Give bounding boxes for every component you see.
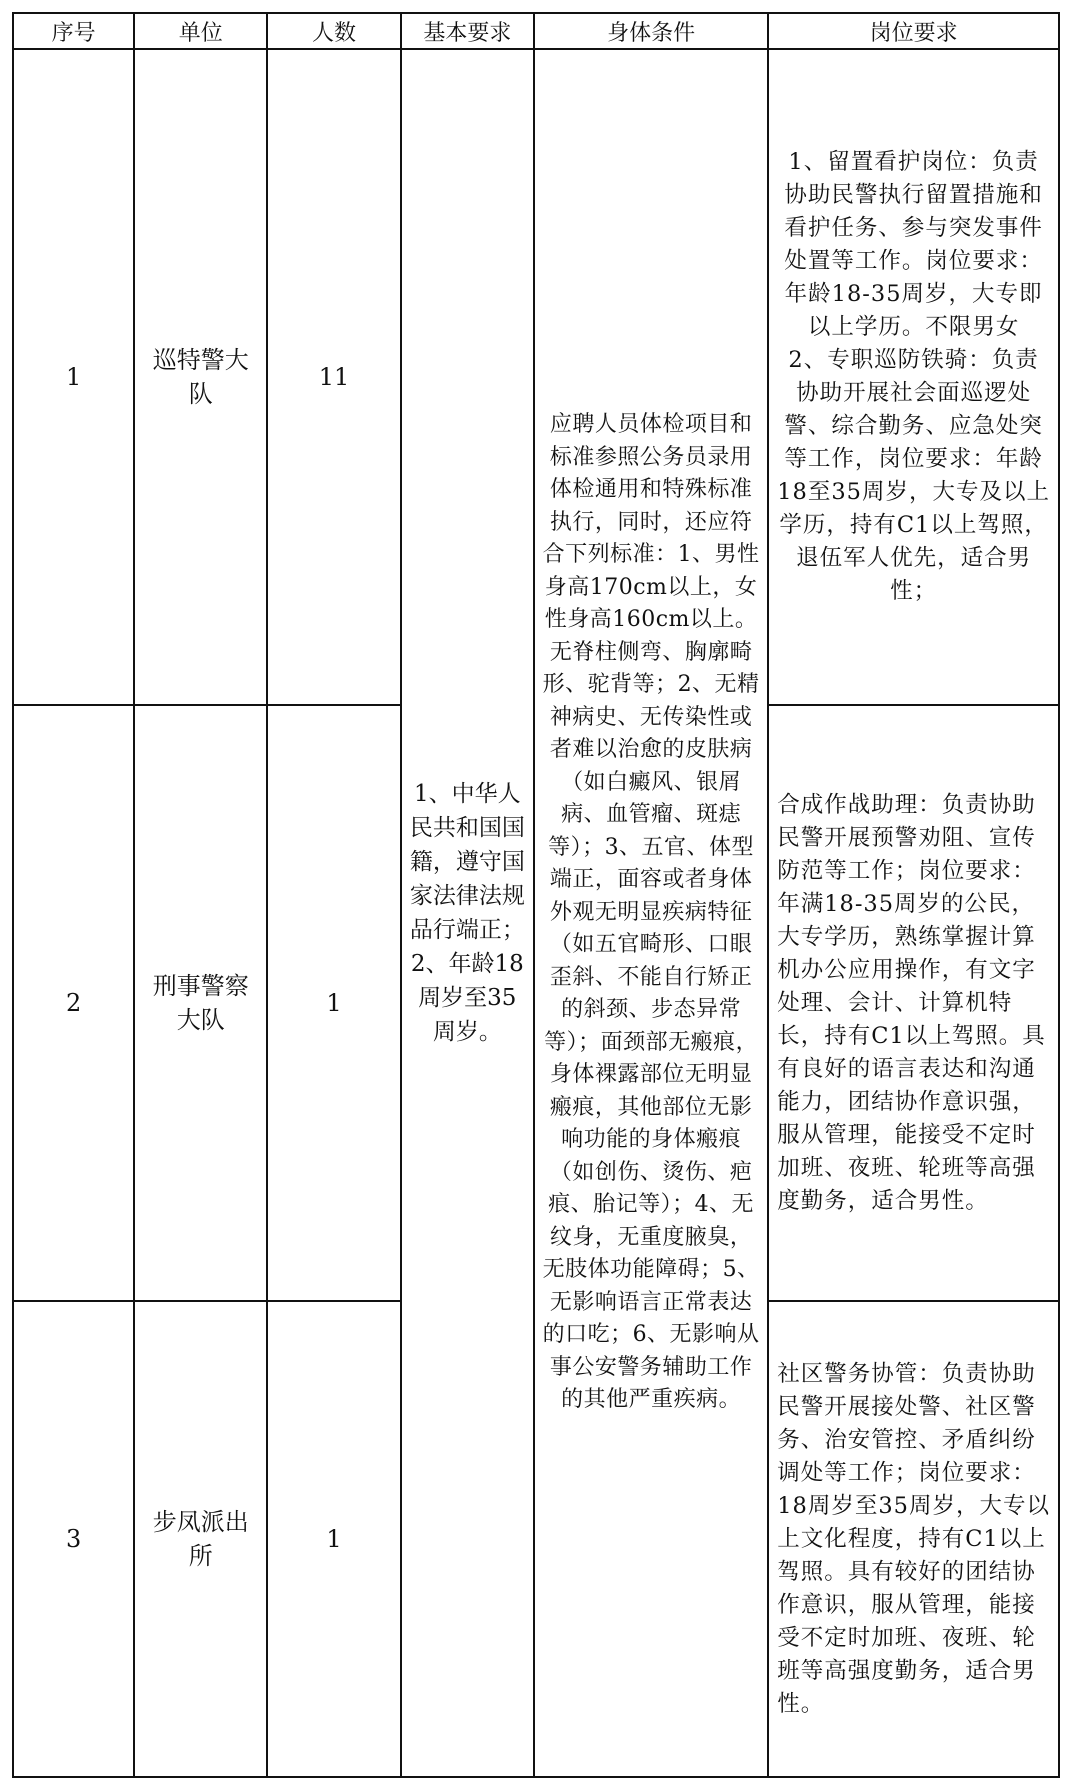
row-job: [768, 1301, 1059, 1777]
table-row: [13, 49, 1059, 705]
header-row: [13, 13, 1059, 49]
row-job-text: 1、留置看护岗位：负责协助民警执行留置措施和看护任务、参与突发事件处置等工作。岗位要求：年龄18-35周岁，大专即以上学历。不限男女 2、专职巡防铁骑：负责协助开展社会面巡逻处警、综合勤务、应急处突等工作，岗位要求：年龄18至35周岁，大专及以上学历，持有C1以上驾照，退伍军人优先，适合男性；: [777, 149, 1050, 604]
row-job-text: 社区警务协管：负责协助民警开展接处警、社区警务、治安管控、矛盾纠纷调处等工作；岗位要求：18周岁至35周岁，大专以上文化程度，持有C1以上驾照。具有较好的团结协作意识，服从管理，能接受不定时加班、夜班、轮班等高强度勤务，适合男性。: [777, 1360, 1050, 1717]
physical-conditions-cell: [534, 49, 768, 1777]
row-count: 1: [267, 705, 400, 1301]
header-unit: 单位: [134, 13, 267, 49]
basic-requirements-cell: [401, 49, 534, 1777]
row-index: 3: [13, 1301, 134, 1777]
row-job-text: 合成作战助理：负责协助民警开展预警劝阻、宣传防范等工作；岗位要求：年满18-35周岁的公民，大专学历，熟练掌握计算机办公应用操作，有文字处理、会计、计算机特长，持有C1以上驾照。具有良好的语言表达和沟通能力，团结协作意识强，服从管理，能接受不定时加班、夜班、轮班等高强度勤务，适合男性。: [777, 791, 1046, 1214]
header-job: 岗位要求: [768, 13, 1059, 49]
recruitment-table-sheet: [12, 12, 1060, 1736]
row-index: 1: [13, 49, 134, 705]
recruitment-table: [12, 12, 1060, 1778]
header-basic: 基本要求: [401, 13, 534, 49]
physical-conditions-text: 应聘人员体检项目和标准参照公务员录用体检通用和特殊标准执行，同时，还应符合下列标准：1、男性身高170cm以上，女性身高160cm以上。无脊柱侧弯、胸廓畸形、驼背等；2、无精神病史、无传染性或者难以治愈的皮肤病（如白癜风、银屑病、血管瘤、斑痣等）；3、五官、体型端正，面容或者身体外观无明显疾病特征（如五官畸形、口眼歪斜、不能自行矫正的斜颈、步态异常等）；面颈部无瘢痕，身体裸露部位无明显瘢痕，其他部位无影响功能的身体瘢痕（如创伤、烫伤、疤痕、胎记等）；4、无纹身，无重度腋臭，无肢体功能障碍；5、无影响语言正常表达的口吃；6、无影响从事公安警务辅助工作的其他严重疾病。: [542, 412, 760, 1413]
basic-requirements-text: 1、中华人民共和国国籍，遵守国家法律法规品行端正； 2、年龄18周岁至35周岁。: [409, 781, 525, 1045]
header-count: 人数: [267, 13, 400, 49]
row-job: [768, 49, 1059, 705]
row-job: [768, 705, 1059, 1301]
row-unit: 步凤派出所: [134, 1301, 267, 1777]
header-physical: 身体条件: [534, 13, 768, 49]
header-index: 序号: [13, 13, 134, 49]
row-count: 1: [267, 1301, 400, 1777]
row-index: 2: [13, 705, 134, 1301]
row-count: 11: [267, 49, 400, 705]
row-unit: 刑事警察大队: [134, 705, 267, 1301]
row-unit: 巡特警大队: [134, 49, 267, 705]
